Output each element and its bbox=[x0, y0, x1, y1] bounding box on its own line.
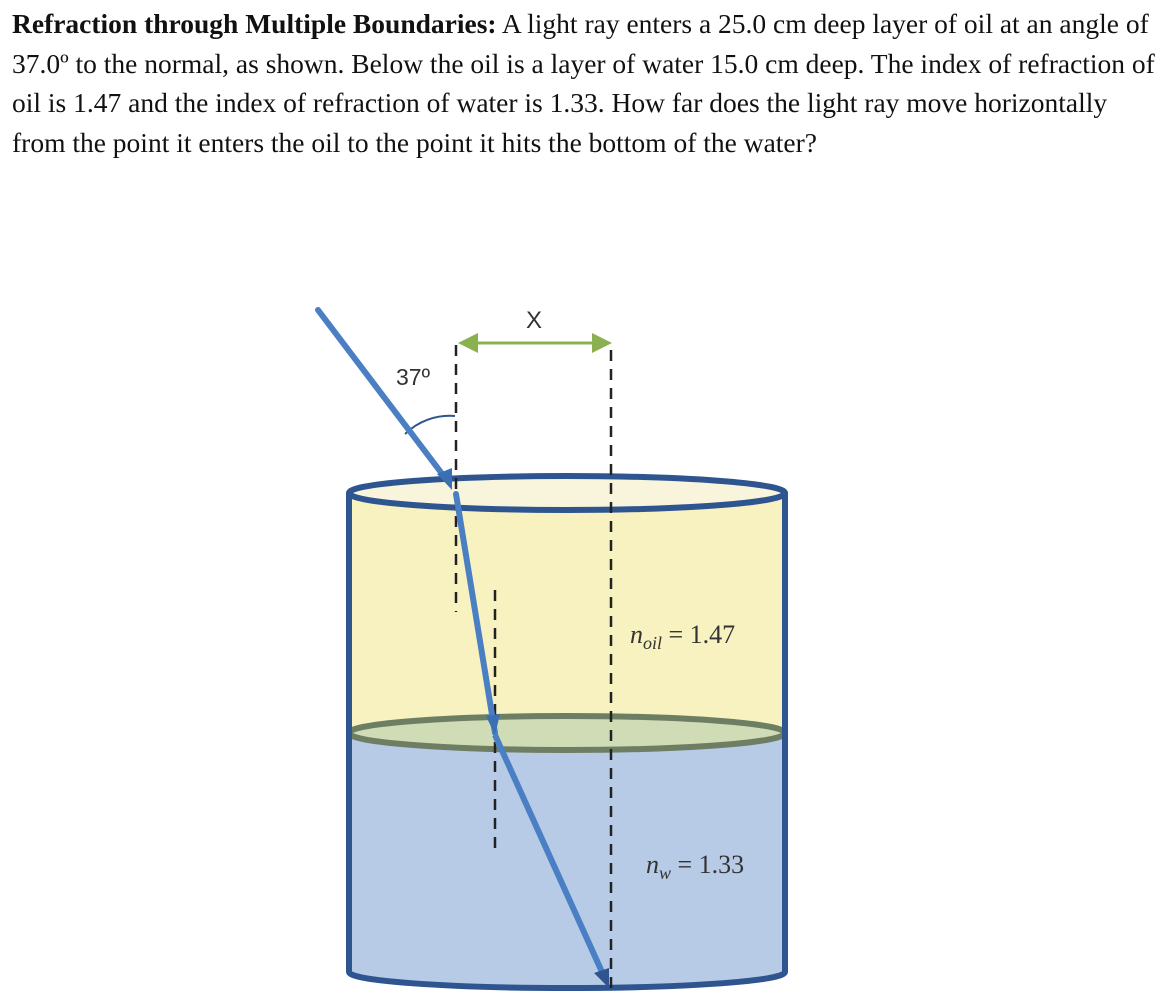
oil-index-subscript: oil bbox=[643, 633, 663, 653]
oil-water-interface bbox=[349, 716, 785, 750]
problem-title: Refraction through Multiple Boundaries: bbox=[12, 8, 497, 39]
horizontal-distance-label: X bbox=[525, 307, 543, 334]
water-index-subscript: w bbox=[659, 863, 672, 883]
oil-index-value: = 1.47 bbox=[662, 620, 736, 649]
incident-angle-label: 37º bbox=[396, 364, 430, 390]
water-index-symbol: n bbox=[646, 850, 659, 879]
horizontal-distance-arrow bbox=[458, 333, 612, 353]
oil-layer bbox=[349, 493, 785, 735]
oil-index-symbol: n bbox=[630, 620, 643, 649]
oil-top-surface bbox=[349, 476, 785, 510]
problem-body: A light ray enters a 25.0 cm deep layer of oil at an angle of 37.0º to the normal, as shown. Below the oil is a layer of water 15.0 cm deep. The index of refraction of oil is 1.47 and the index of refraction of water is 1.33. How far does the light ray move horizontally from the point it enters the oil to the point it hits the bottom of the water? bbox=[12, 8, 1155, 158]
water-index-value: = 1.33 bbox=[671, 850, 745, 879]
